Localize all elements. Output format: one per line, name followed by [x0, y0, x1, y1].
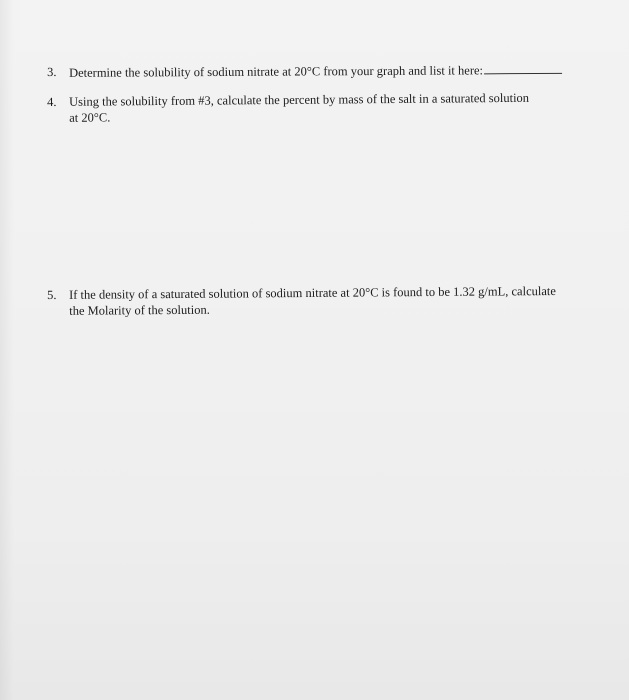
question-number: 4. — [47, 94, 57, 109]
question-text — [69, 61, 562, 81]
page-shadow — [0, 0, 14, 700]
question-text-line-1: Using the solubility from #3, calculate the percent by mass of the salt in a saturated solution — [69, 90, 530, 109]
question-number: 5. — [47, 287, 57, 302]
question-text-line-2: the Molarity of the solution. — [69, 302, 210, 318]
question-text-line-2: at 20°C. — [69, 110, 111, 125]
answer-blank-line[interactable] — [484, 61, 562, 74]
question-text-line: Determine the solubility of sodium nitrate at 20°C from your graph and list it here: — [69, 63, 484, 80]
question-text-line-1: If the density of a saturated solution of sodium nitrate at 20°C is found to be 1.32 g/mL, calculate — [69, 284, 556, 302]
question-number: 3. — [47, 64, 57, 79]
